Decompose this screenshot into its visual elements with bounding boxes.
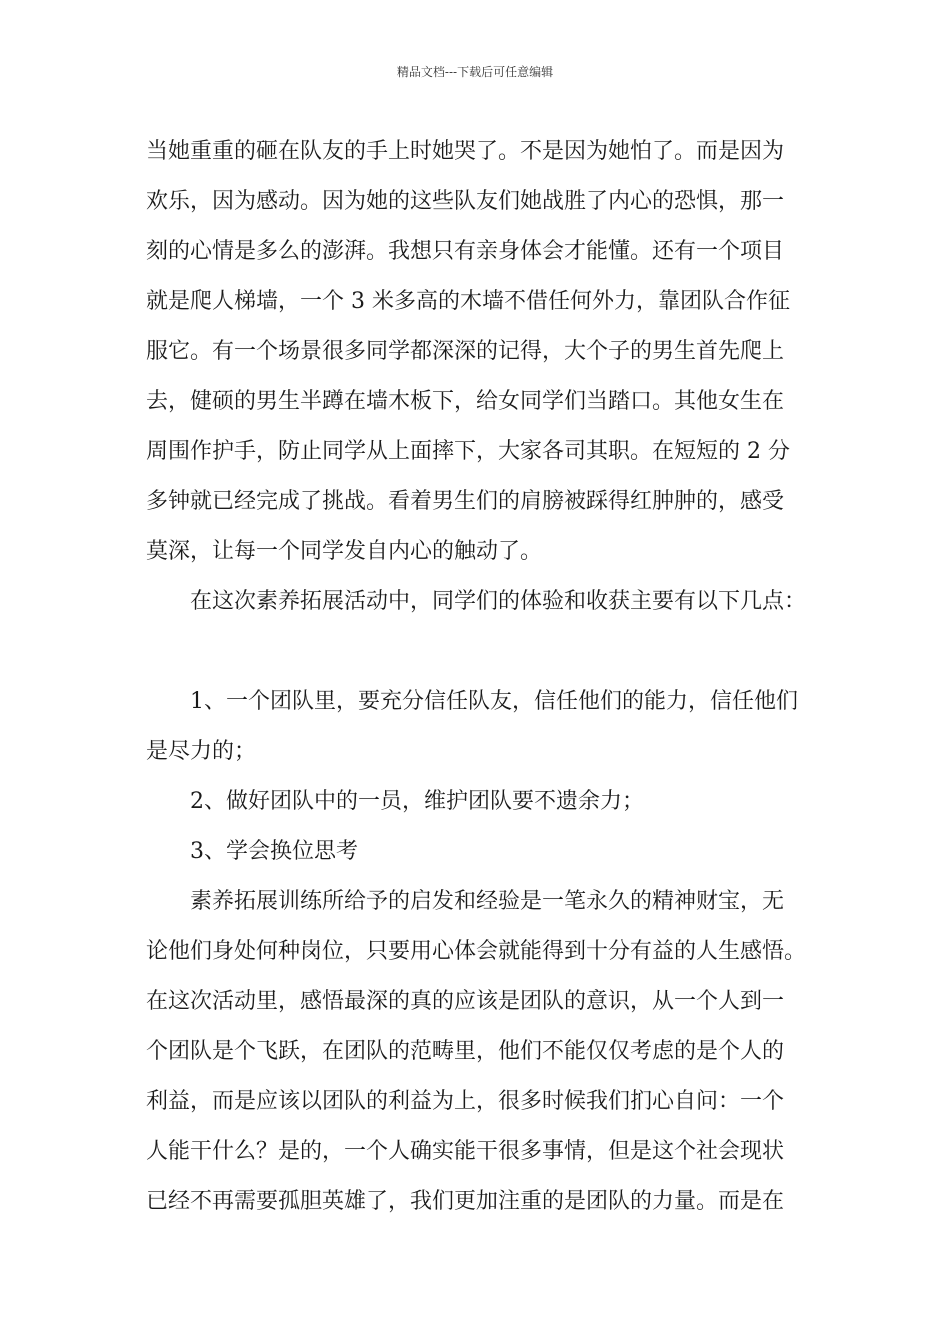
page-header: 精品文档---下载后可任意编辑 [396, 65, 554, 79]
text-line: 2、做好团队中的一员，维护团队要不遗余力； [190, 789, 644, 814]
text-line: 在这次活动里，感悟最深的真的应该是团队的意识，从一个人到一 [146, 989, 785, 1014]
text-line: 素养拓展训练所给予的启发和经验是一笔永久的精神财宝，无 [190, 889, 785, 914]
text-line: 周围作护手，防止同学从上面摔下，大家各司其职。在短短的 2 分 [146, 439, 790, 464]
text-line: 就是爬人梯墙，一个 3 米多高的木墙不借任何外力，靠团队合作征 [146, 289, 790, 314]
text-line: 去，健硕的男生半蹲在墙木板下，给女同学们当踏口。其他女生在 [146, 389, 785, 414]
text-line: 论他们身处何种岗位，只要用心体会就能得到十分有益的人生感悟。 [146, 939, 807, 964]
paragraph-2 [146, 582, 826, 632]
text-line: 莫深，让每一个同学发自内心的触动了。 [146, 539, 543, 564]
text-line: 3、学会换位思考 [190, 839, 358, 864]
list-item-1 [146, 682, 826, 782]
paragraph-3 [146, 882, 826, 1232]
text-line: 个团队是个飞跃，在团队的范畴里，他们不能仅仅考虑的是个人的 [146, 1039, 785, 1064]
text-line: 在这次素养拓展活动中，同学们的体验和收获主要有以下几点： [190, 589, 807, 614]
text-line: 利益，而是应该以团队的利益为上，很多时候我们扪心自问：一个 [146, 1089, 785, 1114]
text-line: 多钟就已经完成了挑战。看着男生们的肩膀被踩得红肿肿的，感受 [146, 489, 785, 514]
text-line: 刻的心情是多么的澎湃。我想只有亲身体会才能懂。还有一个项目 [146, 239, 785, 264]
list-item-3 [146, 832, 826, 882]
text-line: 已经不再需要孤胆英雄了，我们更加注重的是团队的力量。而是在 [146, 1189, 785, 1214]
paragraph-1 [146, 132, 826, 582]
text-line: 1、一个团队里，要充分信任队友，信任他们的能力，信任他们 [190, 689, 798, 714]
list-item-2 [146, 782, 826, 832]
paragraph-gap [146, 632, 826, 682]
document-body [146, 132, 826, 1232]
text-line: 是尽力的； [146, 739, 257, 764]
text-line: 当她重重的砸在队友的手上时她哭了。不是因为她怕了。而是因为 [146, 139, 785, 164]
text-line: 人能干什么？是的，一个人确实能干很多事情，但是这个社会现状 [146, 1139, 785, 1164]
text-line: 服它。有一个场景很多同学都深深的记得，大个子的男生首先爬上 [146, 339, 785, 364]
text-line: 欢乐，因为感动。因为她的这些队友们她战胜了内心的恐惧，那一 [146, 189, 785, 214]
